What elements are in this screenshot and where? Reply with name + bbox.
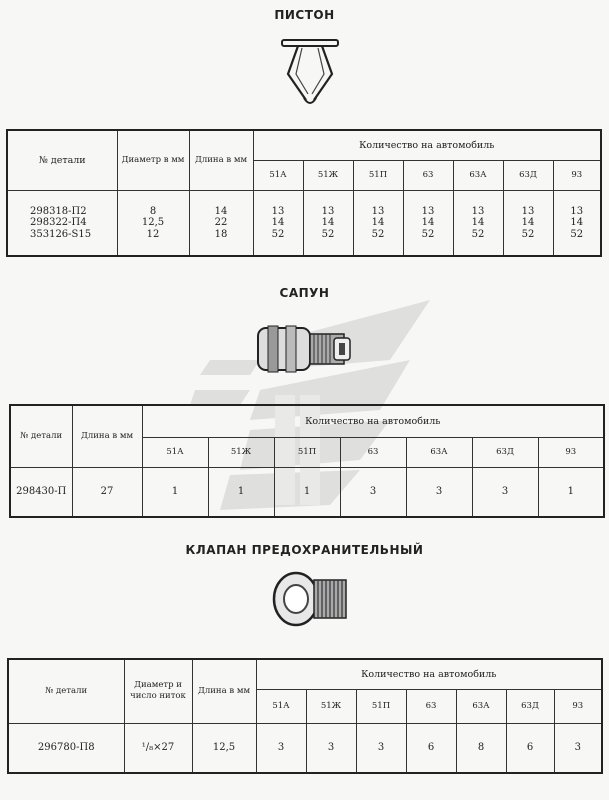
model-header: 51П [353,160,403,190]
length-value: 14 [214,205,228,217]
header-part-no: № детали [7,130,117,190]
section-title-breather: САПУН [279,286,330,300]
header-part-no: № детали [8,659,124,723]
model-header: 63А [456,689,506,723]
qty-value: 3 [472,467,538,517]
qty-value: 52 [271,228,285,240]
qty-value: 52 [471,228,485,240]
qty-value: 3 [406,467,472,517]
diameter-value: 12,5 [141,217,165,228]
model-header: 63 [403,160,453,190]
qty-value: 52 [521,228,535,240]
model-header: 51П [356,689,406,723]
qty-value: 52 [421,228,435,240]
model-header: 51Ж [306,689,356,723]
qty-value: 13 [321,205,335,217]
length-value: 12,5 [192,723,256,773]
qty-value: 3 [356,723,406,773]
section-title-piston: ПИСТОН [274,8,335,22]
model-header: 63Д [503,160,553,190]
length-value: 22 [214,217,228,228]
header-length: Длина в мм [192,659,256,723]
qty-value: 13 [371,205,385,217]
model-header: 51Ж [303,160,353,190]
header-part-no: № детали [10,405,72,467]
breather-part-icon [250,318,360,380]
qty-value: 14 [271,217,285,228]
qty-value: 14 [521,217,535,228]
qty-value: 1 [538,467,604,517]
qty-value: 3 [554,723,602,773]
qty-value: 52 [371,228,385,240]
model-header: 93 [538,437,604,467]
length-value: 27 [72,467,142,517]
part-number: 298318-П2 [30,205,87,217]
model-header: 51Ж [208,437,274,467]
model-header: 63 [340,437,406,467]
piston-clip-icon [280,36,340,108]
diameter-value: ¹/₈×27 [124,723,192,773]
qty-value: 13 [271,205,285,217]
header-qty: Количество на автомобиль [256,659,602,689]
model-header: 63А [453,160,503,190]
diameter-value: 12 [146,228,160,240]
diameter-value: 8 [149,205,157,217]
part-number: 298322-П4 [30,217,87,228]
qty-value: 3 [306,723,356,773]
qty-value: 14 [321,217,335,228]
part-number: 296780-П8 [8,723,124,773]
header-length: Длина в мм [72,405,142,467]
qty-value: 13 [471,205,485,217]
qty-value: 8 [456,723,506,773]
model-header: 63А [406,437,472,467]
qty-value: 3 [256,723,306,773]
model-header: 63Д [472,437,538,467]
model-header: 63Д [506,689,554,723]
piston-table [6,129,602,257]
qty-value: 13 [570,205,584,217]
valve-table [7,658,603,774]
header-qty: Количество на автомобиль [253,130,601,160]
model-header: 93 [553,160,601,190]
qty-value: 52 [321,228,335,240]
header-diameter: Диаметр в мм [117,130,189,190]
header-diameter: Диаметр и число ниток [124,659,192,723]
qty-value: 14 [570,217,584,228]
model-header: 51А [253,160,303,190]
part-number: 353126-S15 [30,228,92,240]
model-header: 51А [256,689,306,723]
qty-value: 1 [274,467,340,517]
qty-value: 6 [406,723,456,773]
header-qty: Количество на автомобиль [142,405,604,437]
qty-value: 14 [421,217,435,228]
length-value: 18 [214,228,228,240]
qty-value: 14 [471,217,485,228]
model-header: 51П [274,437,340,467]
breather-table [9,404,605,518]
model-header: 63 [406,689,456,723]
qty-value: 14 [371,217,385,228]
model-header: 93 [554,689,602,723]
qty-value: 3 [340,467,406,517]
section-title-valve: КЛАПАН ПРЕДОХРАНИТЕЛЬНЫЙ [185,543,424,557]
valve-part-icon [270,568,354,630]
qty-value: 52 [570,228,584,240]
header-length: Длина в мм [189,130,253,190]
qty-value: 1 [208,467,274,517]
qty-value: 13 [521,205,535,217]
qty-value: 1 [142,467,208,517]
model-header: 51А [142,437,208,467]
qty-value: 6 [506,723,554,773]
qty-value: 13 [421,205,435,217]
part-number: 298430-П [10,467,72,517]
